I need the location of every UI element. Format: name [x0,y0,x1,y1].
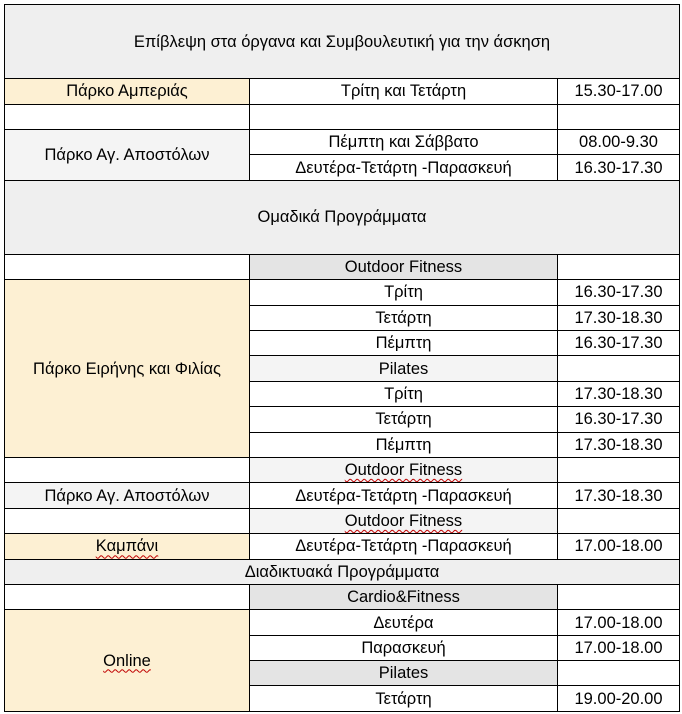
days-cell: Δευτέρα [250,610,558,635]
days-cell: Δευτέρα-Τετάρτη -Παρασκευή [250,155,558,180]
location-cell: Πάρκο Αμπεριάς [5,79,250,104]
days-cell: Πέμπτη και Σάββατο [250,129,558,154]
time-cell: 17.30-18.30 [558,483,680,508]
time-cell: 16.30-17.30 [558,155,680,180]
location-cell: Online [5,610,250,712]
time-cell: 17.30-18.30 [558,432,680,457]
days-cell: Τρίτη και Τετάρτη [250,79,558,104]
category-cell: Outdoor Fitness [250,457,558,482]
empty-cell [558,356,680,381]
days-cell: Πέμπτη [250,432,558,457]
time-cell: 17.00-18.00 [558,635,680,660]
days-cell: Τετάρτη [250,407,558,432]
empty-cell [558,661,680,686]
empty-cell [558,104,680,129]
days-cell: Τρίτη [250,280,558,305]
time-cell: 16.30-17.30 [558,331,680,356]
category-cell: Pilates [250,661,558,686]
category-cell: Outdoor Fitness [250,508,558,533]
schedule-table [4,4,680,712]
time-cell: 15.30-17.00 [558,79,680,104]
category-cell: Pilates [250,356,558,381]
time-cell: 17.00-18.00 [558,534,680,559]
empty-cell [5,457,250,482]
empty-cell [558,254,680,279]
category-cell: Cardio&Fitness [250,584,558,609]
location-cell: Καμπάνι [5,534,250,559]
days-cell: Τετάρτη [250,305,558,330]
time-cell: 19.00-20.00 [558,686,680,712]
empty-cell [5,104,250,129]
time-cell: 17.30-18.30 [558,381,680,406]
empty-cell [5,584,250,609]
schedule-document [4,4,679,712]
time-cell: 16.30-17.30 [558,280,680,305]
days-cell: Δευτέρα-Τετάρτη -Παρασκευή [250,534,558,559]
location-cell: Πάρκο Αγ. Αποστόλων [5,483,250,508]
time-cell: 17.00-18.00 [558,610,680,635]
online-programs-heading: Διαδικτυακά Προγράμματα [5,559,680,584]
location-cell: Πάρκο Ειρήνης και Φιλίας [5,280,250,458]
days-cell: Παρασκευή [250,635,558,660]
location-cell: Πάρκο Αγ. Αποστόλων [5,129,250,180]
time-cell: 17.30-18.30 [558,305,680,330]
empty-cell [558,457,680,482]
empty-cell [5,254,250,279]
time-cell: 08.00-9.30 [558,129,680,154]
empty-cell [558,584,680,609]
days-cell: Τρίτη [250,381,558,406]
empty-cell [558,508,680,533]
days-cell: Δευτέρα-Τετάρτη -Παρασκευή [250,483,558,508]
empty-cell [250,104,558,129]
empty-cell [5,508,250,533]
time-cell: 16.30-17.30 [558,407,680,432]
days-cell: Τετάρτη [250,686,558,712]
category-cell: Outdoor Fitness [250,254,558,279]
days-cell: Πέμπτη [250,331,558,356]
group-programs-heading: Ομαδικά Προγράμματα [5,180,680,254]
supervision-heading: Επίβλεψη στα όργανα και Συμβουλευτική για την άσκηση [5,5,680,79]
